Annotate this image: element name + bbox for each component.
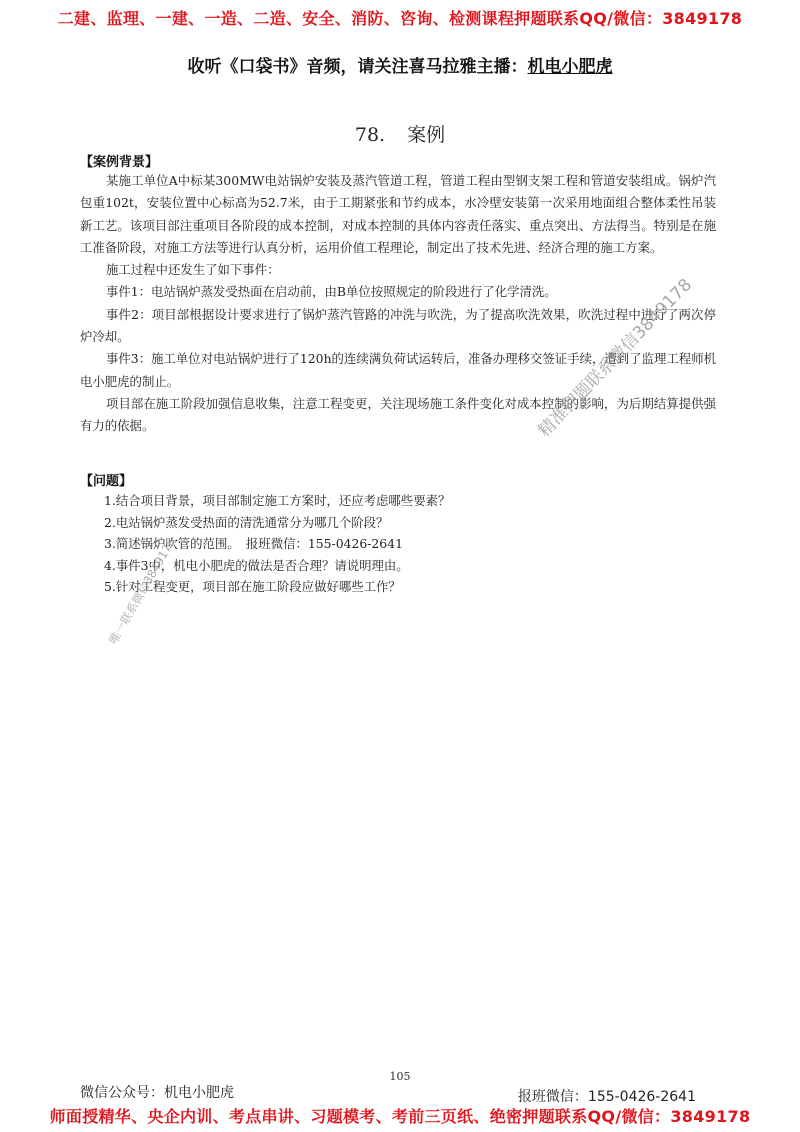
background-paragraph: 项目部在施工阶段加强信息收集，注意工程变更，关注现场施工条件变化对成本控制的影响，为后期结算提供强有力的依据。 xyxy=(80,395,716,434)
event-paragraph: 事件2：项目部根据设计要求进行了锅炉蒸汽管路的冲洗与吹洗，为了提高吹洗效果，吹洗过程中进行了两次停炉冷却。 xyxy=(80,306,716,345)
bottom-promo-banner: 师面授精华、央企内训、考点串讲、习题模考、考前三页纸、绝密押题联系QQ/微信：3849178 xyxy=(49,1107,751,1126)
question-item: 3.简述锅炉吹管的范围。 报班微信：155-0426-2641 xyxy=(104,536,403,551)
footer-wechat-account: 微信公众号：机电小肥虎 xyxy=(80,1085,234,1101)
subtitle-host: 机电小肥虎 xyxy=(527,57,613,77)
question-item: 5.针对工程变更，项目部在施工阶段应做好哪些工作？ xyxy=(104,579,401,594)
case-number: 78. xyxy=(354,124,386,146)
background-paragraph: 某施工单位A中标某300MW电站锅炉安装及蒸汽管道工程，管道工程由型钢支架工程和管道安装组成。锅炉汽包重102t，安装位置中心标高为52.7米，由于工期紧张和节约成本，水冷壁安装第一次采用地面组合整体柔性吊装新工艺。该项目部注重项目各阶段的成本控制，对成本控制的具体内容责任落实、重点突出、方法得当。特别是在施工准备阶段，对施工方法等进行认真分析，运用价值工程理论，制定出了技术先进、经济合理的施工方案。 xyxy=(80,173,716,255)
page-number: 105 xyxy=(389,1070,411,1083)
question-item: 1.结合项目背景，项目部制定施工方案时，还应考虑哪些要素？ xyxy=(104,493,451,508)
questions-label: 【问题】 xyxy=(80,474,133,489)
audio-subtitle xyxy=(0,52,800,77)
footer-enroll-wechat: 报班微信：155-0426-2641 xyxy=(517,1089,696,1105)
event-paragraph: 事件3：施工单位对电站锅炉进行了120h的连续满负荷试运转后，准备办理移交签证手续，遭到了监理工程师机电小肥虎的制止。 xyxy=(80,351,716,389)
questions-list xyxy=(104,490,664,598)
top-promo-banner: 二建、监理、一建、一造、二造、安全、消防、咨询、检测课程押题联系QQ/微信：3849178 xyxy=(57,9,743,28)
background-label: 【案例背景】 xyxy=(80,155,159,170)
background-paragraph: 施工过程中还发生了如下事件： xyxy=(106,262,280,278)
background-body xyxy=(80,170,716,438)
case-title xyxy=(0,120,800,147)
question-item: 2.电站锅炉蒸发受热面的清洗通常分为哪几个阶段？ xyxy=(104,514,389,530)
subtitle-prefix: 收听《口袋书》音频，请关注喜马拉雅主播： xyxy=(187,57,528,77)
diagonal-watermark-small: 唯一联系微信3849178 xyxy=(105,535,179,647)
diagonal-watermark: 精准押题联系微信3849178 xyxy=(534,274,697,442)
case-title-text: 案例 xyxy=(407,124,446,146)
question-item: 4.事件3中，机电小肥虎的做法是否合理？请说明理由。 xyxy=(104,557,409,573)
event-paragraph: 事件1：电站锅炉蒸发受热面在启动前，由B单位按照规定的阶段进行了化学清洗。 xyxy=(106,284,557,300)
